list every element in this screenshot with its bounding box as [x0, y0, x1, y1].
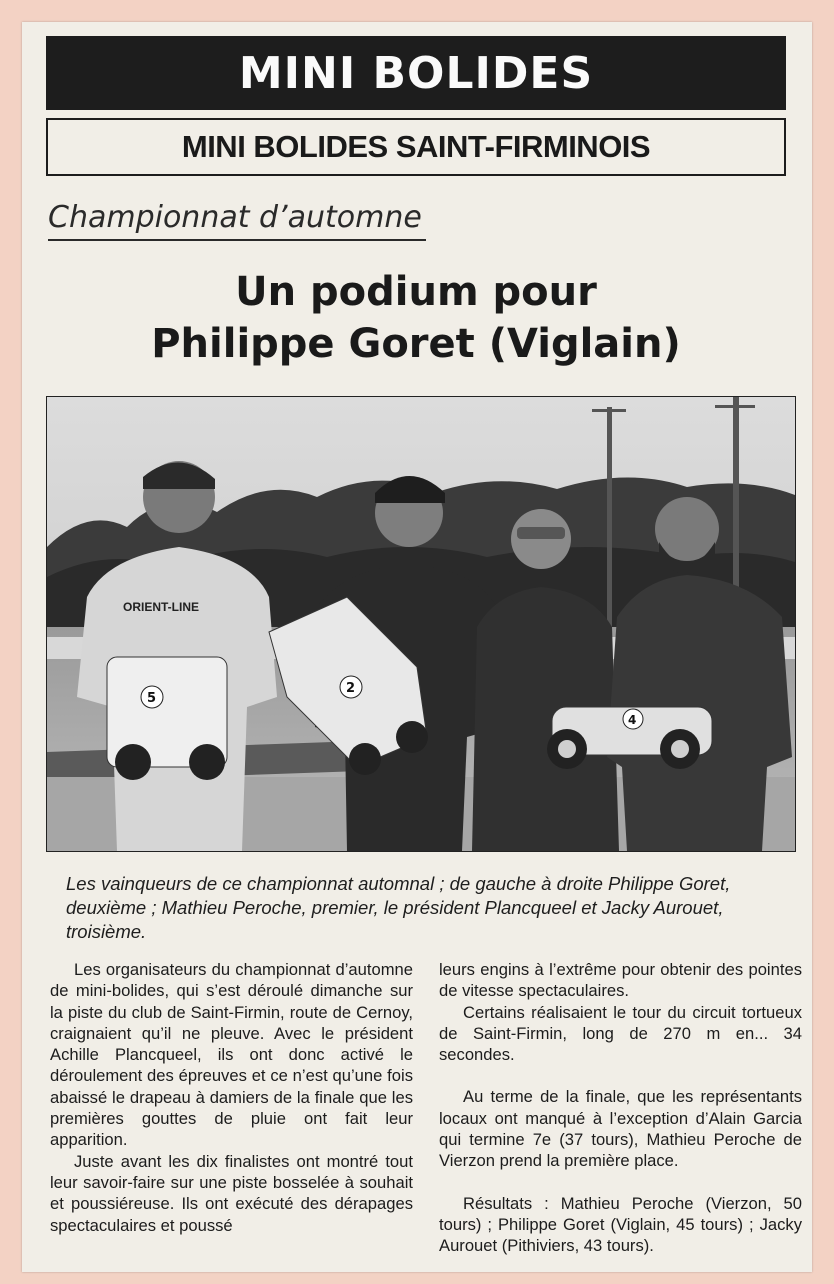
- section-title: MINI BOLIDES: [238, 47, 594, 99]
- article-kicker: Championnat d’automne: [48, 200, 426, 241]
- results-paragraph: Résultats : Mathieu Peroche (Vierzon, 50 tours) ; Philippe Goret (Viglain, 45 tours) ; Jacky Aurouet (Pithiviers, 43 tours).: [439, 1193, 802, 1256]
- paragraph: Certains réalisaient le tour du circuit tortueux de Saint-Firmin, long de 270 m en... 34 secondes.: [439, 1002, 802, 1065]
- paragraph: Les organisateurs du championnat d’automne de mini-bolides, qui s’est déroulé dimanche sur la piste du club de Saint-Firmin, route de Cernoy, craignaient qu’il ne pleuve. Avec le président Achille Plancqueel, ils ont donc activé le déroulement des épreuves et ce n’est qu’une fois abaissé le drapeau à damiers de la finale que les premières gouttes de pluie ont fait leur apparition.: [50, 960, 413, 1150]
- body-column-1: [50, 959, 413, 1257]
- car-number-5: 5: [147, 691, 157, 706]
- body-column-2: [439, 959, 802, 1257]
- newspaper-clipping: [22, 22, 812, 1272]
- article-body: [50, 959, 802, 1257]
- article-photo: [46, 396, 796, 852]
- car-number-2: 2: [346, 681, 356, 696]
- headline-line-2: Philippe Goret (Viglain): [151, 321, 681, 367]
- subsection-title: MINI BOLIDES SAINT-FIRMINOIS: [181, 129, 651, 164]
- article-headline: [46, 266, 786, 370]
- paragraph: Juste avant les dix finalistes ont montré tout leur savoir-faire sur une piste bosselée à souhait et poussiéreuse. Ils ont exécuté des dérapages spectaculaires et poussé: [50, 1151, 413, 1235]
- photo-caption: Les vainqueurs de ce championnat automnal ; de gauche à droite Philippe Goret, deuxième ; Mathieu Peroche, premier, le président Plancqueel et Jacky Aurouet, troisième.: [66, 873, 731, 942]
- headline-line-1: Un podium pour: [235, 269, 597, 315]
- paragraph: Au terme de la finale, que les représentants locaux ont manqué à l’exception d’Alain Garcia qui termine 7e (37 tours), Mathieu Peroche de Vierzon prend la première place.: [439, 1087, 802, 1171]
- subsection-banner: [46, 118, 786, 176]
- car-number-4: 4: [628, 713, 637, 727]
- paragraph: leurs engins à l’extrême pour obtenir des pointes de vitesse spectaculaires.: [439, 960, 802, 1001]
- section-banner: [46, 36, 786, 110]
- sweater-text: ORIENT-LINE: [123, 600, 200, 614]
